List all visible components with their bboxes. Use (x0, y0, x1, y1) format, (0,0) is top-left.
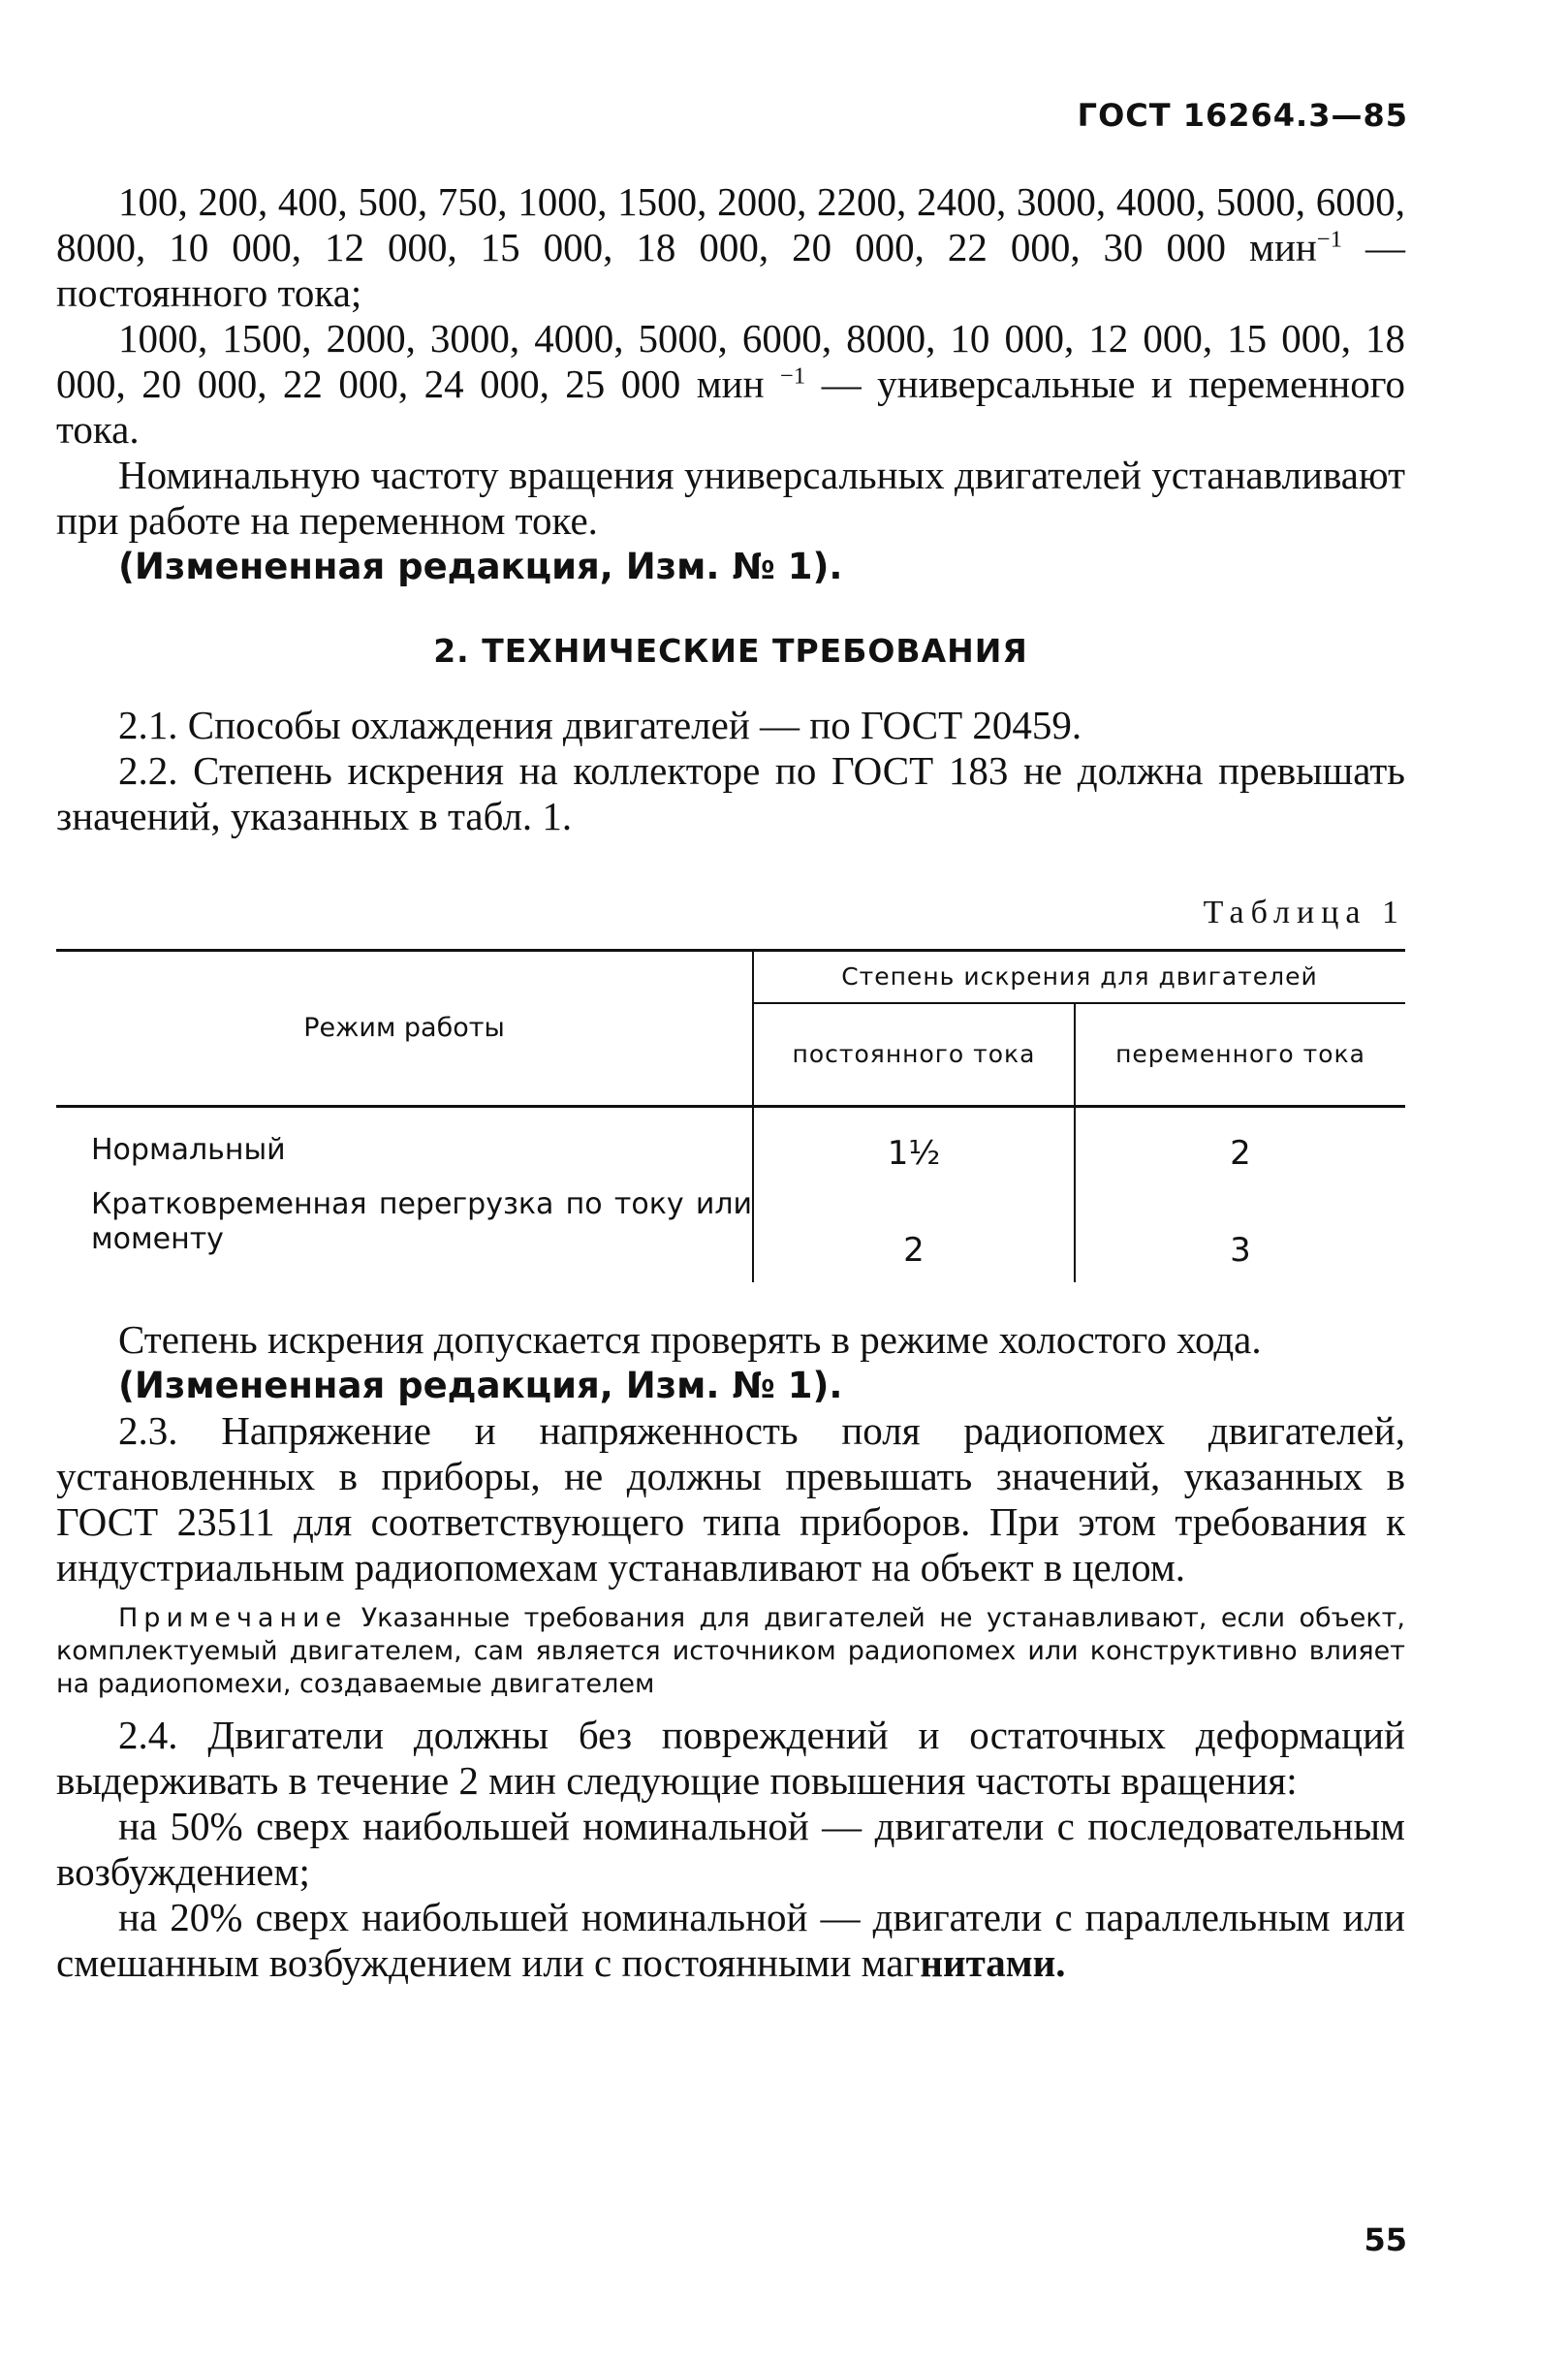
clause-2-1: 2.1. Способы охлаждения двигателей — по ГОСТ 20459. (118, 703, 1082, 747)
paragraph-speeds-ac: 1000, 1500, 2000, 3000, 4000, 5000, 6000, 8000, 10 000, 12 000, 15 000, 18 000, 20 000, 22 000, 24 000, 25 000 мин $^{-1}$ — универсальные и переменного тока. (56, 316, 1406, 452)
page-body (56, 179, 1405, 1986)
clause-2-2: 2.2. Степень искрения на коллекторе по ГОСТ 183 не должна превышать значений, указанных в табл. 1. (56, 748, 1405, 838)
section-title: 2. ТЕХНИЧЕСКИЕ ТРЕБОВАНИЯ (433, 632, 1028, 670)
standard-code-header: ГОСТ 16264.3—85 (1077, 97, 1408, 134)
table-cell-ac: 2 (1075, 1107, 1405, 1180)
table-cell-dc: 1½ (753, 1107, 1075, 1180)
table-row (56, 1107, 1405, 1180)
amendment-note-1: (Измененная редакция, Изм. № 1). (118, 546, 843, 587)
paragraph-universal-motors: Номинальную частоту вращения универсальных двигателей устанавливают при работе на переменном токе. (56, 453, 1405, 543)
note-block (56, 1602, 1405, 1701)
clause-2-4: 2.4. Двигатели должны без повреждений и остаточных деформаций выдерживать в течение 2 мин следующие повышения частоты вращения: (56, 1713, 1405, 1803)
paragraph-sparking-check: Степень искрения допускается проверять в режиме холостого хода. (118, 1317, 1262, 1362)
table-header-group: Степень искрения для двигателей (753, 951, 1405, 1004)
table-cell-mode: Кратковременная перегрузка по току или моменту (91, 1187, 752, 1256)
table-row (56, 1180, 1405, 1282)
table-header-ac: переменного тока (1075, 1003, 1405, 1107)
paragraph-speeds-dc: 100, 200, 400, 500, 750, 1000, 1500, 2000, 2200, 2400, 3000, 4000, 5000, 6000, 8000, 10 000, 12 000, 15 000, 18 000, 20 000, 22 000, 30 000 мин$^{-1}$ — постоянного тока; (56, 179, 1405, 315)
clause-2-3: 2.3. Напряжение и напряженность поля радиопомех двигателей, установленных в приборы, не должны превышать значений, указанных в ГОСТ 23511 для соответствующего типа приборов. При этом требования к индустриальным радиопомехам устанавливают на объект в целом. (56, 1408, 1405, 1590)
note-text: Указанные требования для двигателей не устанавливают, если объект, комплектуемый двигателем, сам является источником радиопомех или конструктивно влияет на радиопомехи, создаваемые двигателем (56, 1603, 1405, 1699)
page-number: 55 (1364, 2221, 1407, 2258)
table-header-dc: постоянного тока (753, 1003, 1075, 1107)
note-label: Примечание (118, 1603, 348, 1633)
clause-2-4-item-a: на 50% сверх наибольшей номинальной — двигатели с последовательным возбуждением; (56, 1804, 1405, 1894)
table-cell-ac: 3 (1075, 1180, 1405, 1282)
table-caption: Таблица 1 (1203, 895, 1405, 930)
table-cell-mode: Нормальный (91, 1133, 286, 1167)
clause-2-4-item-b: на 20% сверх наибольшей номинальной — двигатели с параллельным или смешанным возбуждением или с постоянными магнитами. (56, 1895, 1405, 1985)
sparking-table (56, 949, 1405, 1282)
table-header-mode: Режим работы (56, 951, 753, 1107)
amendment-note-2: (Измененная редакция, Изм. № 1). (118, 1365, 843, 1406)
table-cell-dc: 2 (753, 1180, 1075, 1282)
